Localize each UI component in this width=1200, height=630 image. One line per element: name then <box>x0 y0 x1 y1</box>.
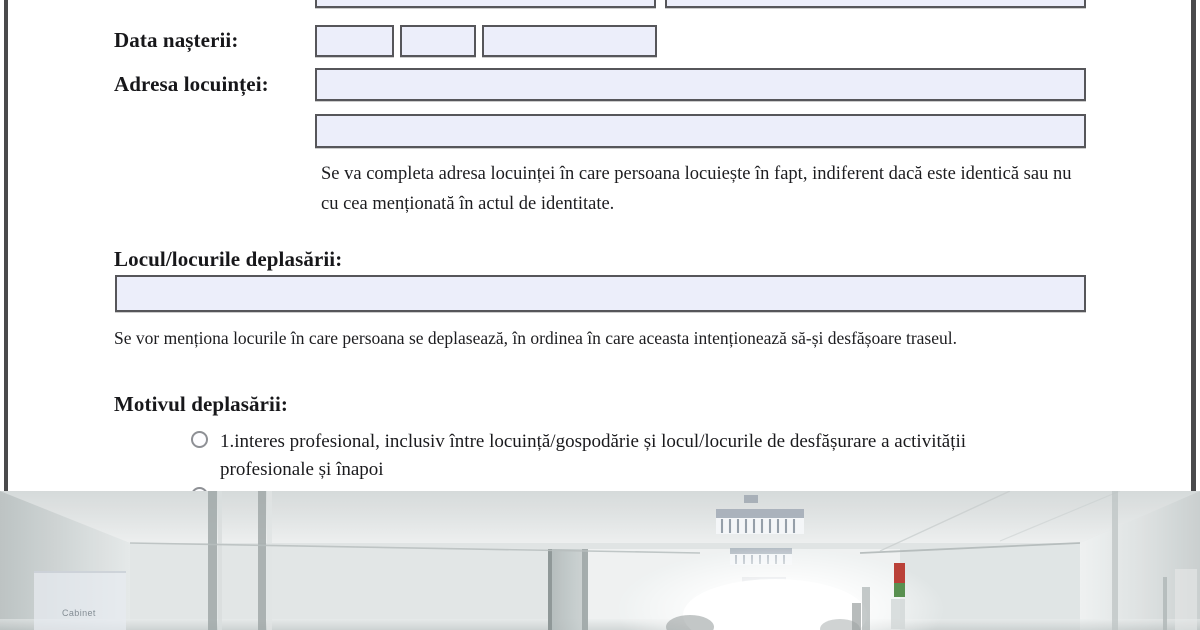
hospital-corridor-photo <box>0 491 1200 630</box>
note-locul-deplasarii: Se vor menționa locurile în care persoana se deplasează, în ordinea în care aceasta intenționează să-și desfășoare traseul. <box>114 328 957 348</box>
data-nasterii-day-input[interactable] <box>315 25 394 57</box>
label-data-nasterii: Data nașterii: <box>114 28 239 52</box>
data-nasterii-month-input[interactable] <box>400 25 476 57</box>
top-field-left[interactable] <box>315 0 656 8</box>
adresa-locuintei-line2-input[interactable] <box>315 114 1086 148</box>
radio-icon[interactable] <box>191 431 208 448</box>
document-right-edge <box>1191 0 1196 491</box>
heading-locul-deplasarii: Locul/locurile deplasării: <box>114 247 343 271</box>
motive-option-1-label: 1.interes profesional, inclusiv între locuință/gospodărie și locul/locurile de desfășurare a activității profesionale și înapoi <box>220 431 967 481</box>
label-adresa-locuintei: Adresa locuinței: <box>114 72 269 96</box>
door-sign-label: Cabinet <box>62 608 96 618</box>
motive-option-2-clipped[interactable] <box>191 484 1061 491</box>
corridor-image <box>0 491 1200 630</box>
data-nasterii-year-input[interactable] <box>482 25 657 57</box>
motive-option-1[interactable] <box>191 428 1061 484</box>
note-adresa-locuintei: Se va completa adresa locuinței în care persoana locuiește în fapt, indiferent dacă este identică sau nu cu cea menționată în actul de identitate. <box>321 164 1072 214</box>
heading-motivul-deplasarii: Motivul deplasării: <box>114 392 288 416</box>
adresa-locuintei-line1-input[interactable] <box>315 68 1086 101</box>
locul-deplasarii-input[interactable] <box>115 275 1086 312</box>
document-page <box>8 0 1191 491</box>
top-field-right[interactable] <box>665 0 1086 8</box>
